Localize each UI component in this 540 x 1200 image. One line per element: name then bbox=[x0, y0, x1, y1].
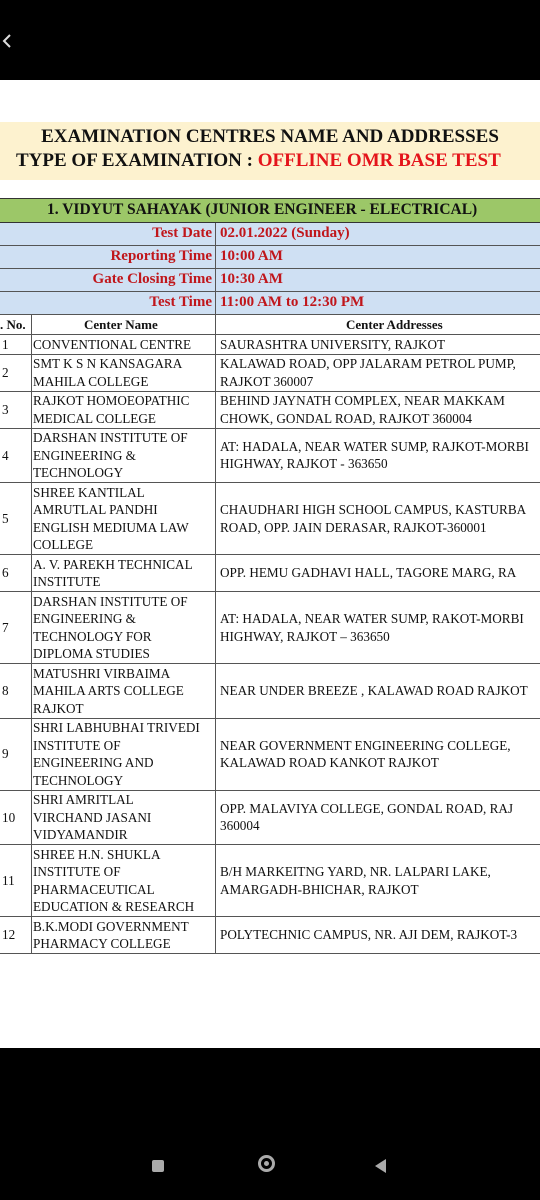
table-row bbox=[0, 845, 540, 917]
exam-type-label: TYPE OF EXAMINATION : bbox=[16, 150, 258, 171]
home-icon[interactable] bbox=[258, 1155, 275, 1172]
column-header-row bbox=[0, 315, 540, 335]
center-name-line: TECHNOLOGY bbox=[33, 772, 124, 788]
row-number-text: 9 bbox=[2, 746, 9, 762]
center-name-line: RAJKOT bbox=[33, 700, 84, 716]
center-address-line: HIGHWAY, RAJKOT - 363650 bbox=[220, 456, 388, 472]
table-row bbox=[0, 917, 540, 954]
table-row bbox=[0, 429, 540, 484]
center-address-line: CHAUDHARI HIGH SCHOOL CAMPUS, KASTURBA bbox=[220, 502, 527, 517]
info-value: 02.01.2022 (Sunday) bbox=[220, 225, 350, 241]
center-name-line: VIRCHAND JASANI bbox=[33, 809, 152, 825]
center-name-lines bbox=[33, 791, 151, 844]
center-name-line: MAHILA COLLEGE bbox=[33, 373, 149, 389]
row-number bbox=[2, 719, 28, 790]
center-address-lines bbox=[220, 610, 524, 645]
info-divider bbox=[215, 223, 216, 246]
center-address-line: AMARGADH-BHICHAR, RAJKOT bbox=[220, 881, 419, 897]
center-name-line: PHARMACEUTICAL bbox=[33, 881, 155, 897]
center-name-line: ENGINEERING & bbox=[33, 447, 136, 463]
center-address bbox=[220, 845, 540, 916]
center-name bbox=[33, 483, 213, 554]
status-bar bbox=[0, 0, 540, 80]
document-header bbox=[0, 122, 540, 180]
header-title: EXAMINATION CENTRES NAME AND ADDRESSES bbox=[41, 126, 499, 147]
center-name-line: RAJKOT HOMOEOPATHIC bbox=[33, 393, 190, 408]
row-number-text: 8 bbox=[2, 683, 9, 698]
row-number bbox=[2, 791, 28, 845]
row-number bbox=[2, 845, 28, 916]
table-row bbox=[0, 719, 540, 791]
info-label: Test Time bbox=[149, 294, 212, 310]
table-row bbox=[0, 335, 540, 355]
row-number-text: 5 bbox=[2, 510, 9, 526]
center-name bbox=[33, 719, 213, 790]
center-address-line: AT: HADALA, NEAR WATER SUMP, RAKOT-MORBI bbox=[220, 611, 524, 626]
center-name-line: TECHNOLOGY FOR bbox=[33, 628, 152, 644]
row-number-text: 12 bbox=[2, 927, 16, 943]
info-row bbox=[0, 269, 540, 292]
center-name-lines bbox=[33, 429, 188, 482]
column-header-no: . No. bbox=[0, 317, 26, 332]
chevron-left-icon[interactable] bbox=[2, 34, 12, 48]
row-number bbox=[2, 483, 28, 554]
row-number-text: 1 bbox=[2, 336, 9, 352]
center-address-line: BEHIND JAYNATH COMPLEX, NEAR MAKKAM bbox=[220, 393, 505, 408]
center-name-line: INSTITUTE bbox=[33, 574, 101, 589]
center-name-lines bbox=[33, 392, 189, 427]
info-label: Test Date bbox=[152, 225, 212, 241]
center-name-lines bbox=[33, 593, 188, 663]
center-name-lines bbox=[33, 719, 200, 789]
center-address-lines bbox=[220, 863, 491, 898]
row-number-text: 11 bbox=[2, 872, 15, 888]
center-address-line: OPP. HEMU GADHAVI HALL, TAGORE MARG, RA bbox=[220, 565, 517, 581]
table-row bbox=[0, 555, 540, 592]
center-name bbox=[33, 592, 213, 663]
center-address-line: NEAR GOVERNMENT ENGINEERING COLLEGE, bbox=[220, 737, 511, 753]
info-divider bbox=[215, 292, 216, 315]
center-name-line: INSTITUTE OF bbox=[33, 864, 121, 879]
center-address-line: AT: HADALA, NEAR WATER SUMP, RAJKOT-MORBI bbox=[220, 438, 529, 454]
center-address bbox=[220, 483, 540, 554]
center-address-line: KALAWAD ROAD KANKOT RAJKOT bbox=[220, 755, 439, 770]
center-address-line: NEAR UNDER BREEZE , KALAWAD ROAD RAJKOT bbox=[220, 683, 528, 698]
center-name-line: SHRI LABHUBHAI TRIVEDI bbox=[33, 720, 200, 735]
center-name-line: B.K.MODI GOVERNMENT bbox=[33, 918, 189, 934]
row-number bbox=[2, 429, 28, 483]
center-address-lines bbox=[220, 800, 513, 835]
row-number bbox=[2, 917, 28, 953]
center-name-line: DARSHAN INSTITUTE OF bbox=[33, 593, 188, 609]
center-name-lines bbox=[33, 336, 191, 354]
table-row bbox=[0, 664, 540, 719]
center-address bbox=[220, 335, 540, 354]
center-name-lines bbox=[33, 665, 184, 718]
center-name-line: SHREE KANTILAL bbox=[33, 484, 145, 500]
center-address-line: SAURASHTRA UNIVERSITY, RAJKOT bbox=[220, 336, 446, 352]
column-divider bbox=[31, 315, 32, 954]
row-number-text: 7 bbox=[2, 619, 9, 635]
info-value: 11:00 AM to 12:30 PM bbox=[220, 294, 365, 310]
row-number bbox=[2, 664, 28, 718]
column-divider bbox=[215, 315, 216, 954]
center-address bbox=[220, 719, 540, 790]
center-name-line: DARSHAN INSTITUTE OF bbox=[33, 430, 188, 445]
center-name bbox=[33, 355, 213, 391]
center-name-lines bbox=[33, 918, 189, 953]
center-name-line: TECHNOLOGY bbox=[33, 465, 124, 480]
center-name-line: SHRI AMRITLAL bbox=[33, 792, 134, 807]
center-address-line: RAJKOT 360007 bbox=[220, 373, 314, 389]
row-number bbox=[2, 555, 28, 591]
exam-type-line bbox=[16, 150, 501, 172]
center-address-lines bbox=[220, 501, 526, 536]
center-name-line: SHREE H.N. SHUKLA bbox=[33, 846, 161, 862]
row-number-text: 10 bbox=[2, 809, 16, 825]
center-address bbox=[220, 555, 540, 591]
center-name bbox=[33, 791, 213, 845]
row-number bbox=[2, 335, 28, 354]
center-name-line: A. V. PAREKH TECHNICAL bbox=[33, 556, 193, 572]
center-address-line: B/H MARKEITNG YARD, NR. LALPARI LAKE, bbox=[220, 864, 491, 879]
center-name-line: ENGINEERING & bbox=[33, 611, 136, 626]
center-address bbox=[220, 592, 540, 663]
center-name-lines bbox=[33, 846, 194, 916]
center-address-line: OPP. MALAVIYA COLLEGE, GONDAL ROAD, RAJ bbox=[220, 800, 514, 816]
center-address-lines bbox=[220, 926, 517, 944]
center-name-line: DIPLOMA STUDIES bbox=[33, 646, 150, 661]
info-value: 10:00 AM bbox=[220, 248, 283, 264]
table-row bbox=[0, 392, 540, 429]
info-divider bbox=[215, 246, 216, 269]
table-row bbox=[0, 483, 540, 555]
center-name bbox=[33, 555, 213, 591]
center-address-line: HIGHWAY, RAJKOT – 363650 bbox=[220, 628, 390, 644]
center-address-line: POLYTECHNIC CAMPUS, NR. AJI DEM, RAJKOT-3 bbox=[220, 927, 518, 943]
center-address bbox=[220, 392, 540, 428]
info-row bbox=[0, 292, 540, 315]
center-name-line: ENGLISH MEDIUMA LAW bbox=[33, 519, 189, 535]
exam-type-value: OFFLINE OMR BASE TEST bbox=[257, 150, 501, 171]
center-address-line: ROAD, OPP. JAIN DERASAR, RAJKOT-360001 bbox=[220, 519, 487, 535]
row-number-text: 4 bbox=[2, 447, 9, 463]
info-divider bbox=[215, 269, 216, 292]
column-header-address: Center Addresses bbox=[346, 317, 443, 332]
center-address-line: CHOWK, GONDAL ROAD, RAJKOT 360004 bbox=[220, 410, 473, 426]
info-row bbox=[0, 246, 540, 269]
center-name bbox=[33, 845, 213, 916]
info-value: 10:30 AM bbox=[220, 271, 283, 287]
center-address-lines bbox=[220, 564, 516, 582]
center-name bbox=[33, 392, 213, 428]
center-name-lines bbox=[33, 484, 189, 554]
center-address bbox=[220, 791, 540, 845]
center-name bbox=[33, 917, 213, 953]
center-name-lines bbox=[33, 355, 182, 390]
center-name-line: ENGINEERING AND bbox=[33, 755, 154, 770]
center-address-lines bbox=[220, 392, 505, 427]
center-address-lines bbox=[220, 438, 529, 473]
center-address-lines bbox=[220, 355, 516, 390]
column-header-name: Center Name bbox=[84, 317, 158, 332]
row-number-text: 6 bbox=[2, 565, 9, 581]
center-address-lines bbox=[220, 737, 511, 772]
center-address-line: 360004 bbox=[220, 818, 260, 834]
row-number bbox=[2, 392, 28, 428]
center-name-lines bbox=[33, 556, 193, 591]
section-title: 1. VIDYUT SAHAYAK (JUNIOR ENGINEER - ELECTRICAL) bbox=[47, 201, 478, 218]
center-address bbox=[220, 355, 540, 391]
table-row bbox=[0, 791, 540, 846]
center-name-line: EDUCATION & RESEARCH bbox=[33, 899, 195, 914]
center-address bbox=[220, 429, 540, 483]
center-address bbox=[220, 664, 540, 718]
center-name-line: MAHILA ARTS COLLEGE bbox=[33, 683, 184, 698]
row-number-text: 3 bbox=[2, 401, 9, 417]
center-name bbox=[33, 429, 213, 483]
center-address bbox=[220, 917, 540, 953]
table-row bbox=[0, 592, 540, 664]
center-name-line: SMT K S N KANSAGARA bbox=[33, 356, 183, 371]
info-label: Gate Closing Time bbox=[92, 271, 212, 287]
recents-icon[interactable] bbox=[152, 1160, 164, 1172]
center-name-line: CONVENTIONAL CENTRE bbox=[33, 336, 192, 352]
section-title-row bbox=[0, 198, 540, 223]
center-address-lines bbox=[220, 336, 445, 354]
center-name-line: PHARMACY COLLEGE bbox=[33, 936, 171, 951]
row-number-text: 2 bbox=[2, 364, 9, 380]
center-name-line: MEDICAL COLLEGE bbox=[33, 410, 156, 426]
center-address-lines bbox=[220, 682, 528, 700]
center-address-line: KALAWAD ROAD, OPP JALARAM PETROL PUMP, bbox=[220, 356, 516, 371]
center-name bbox=[33, 335, 213, 354]
table-row bbox=[0, 355, 540, 392]
row-number bbox=[2, 592, 28, 663]
center-name-line: COLLEGE bbox=[33, 537, 94, 552]
center-name-line: VIDYAMANDIR bbox=[33, 827, 128, 842]
document-page bbox=[0, 80, 540, 1048]
center-name bbox=[33, 664, 213, 718]
center-name-line: MATUSHRI VIRBAIMA bbox=[33, 665, 171, 681]
center-name-line: AMRUTLAL PANDHI bbox=[33, 502, 158, 517]
navigation-bar bbox=[0, 1048, 540, 1200]
info-row bbox=[0, 223, 540, 246]
back-icon[interactable] bbox=[375, 1159, 386, 1173]
info-label: Reporting Time bbox=[110, 248, 212, 264]
center-name-line: INSTITUTE OF bbox=[33, 737, 121, 753]
row-number bbox=[2, 355, 28, 391]
